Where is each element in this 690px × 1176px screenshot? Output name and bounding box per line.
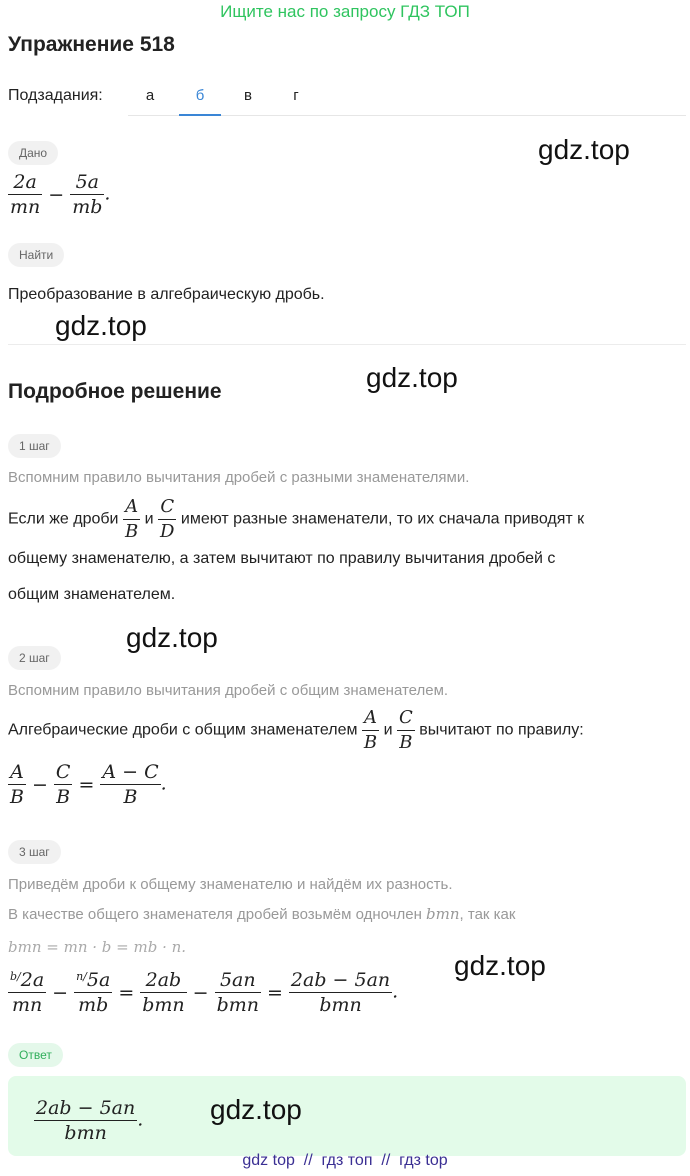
tab-b[interactable]: б	[179, 76, 221, 116]
given-badge: Дано	[8, 141, 58, 165]
section-divider	[8, 344, 686, 345]
step2-badge: 2 шаг	[8, 646, 61, 670]
step1-line2: общему знаменателю, а затем вычитают по правилу вычитания дробей с	[8, 550, 556, 567]
step1-line1: Если же дроби $\frac{A}{B}$ и $\frac{C}{D}$ имеют разные знаменатели, то их сначала приводят к	[8, 496, 585, 542]
given-expression: $\frac{2a}{mn}$ − $\frac{5a}{mb}$ .	[10, 171, 111, 218]
find-badge: Найти	[8, 243, 64, 267]
tab-v[interactable]: в	[244, 87, 252, 104]
step2-hint: Вспомним правило вычитания дробей с общим знаменателем.	[8, 682, 449, 699]
find-text: Преобразование в алгебраическую дробь.	[8, 286, 325, 303]
page-title: Упражнение 518	[8, 33, 175, 56]
answer-expression: $\frac{2ab - 5an}{\text{bmn}}$ .	[36, 1097, 144, 1144]
watermark: gdz.top	[538, 134, 630, 165]
step2-formula: $\frac{A}{B}$ − $\frac{C}{B}$ = $\frac{A - C}{B}$ .	[10, 761, 167, 808]
subtasks-tabs	[128, 76, 686, 116]
step3-hint: Приведём дроби к общему знаменателю и найдём их разность.	[8, 876, 453, 893]
step1-badge: 1 шаг	[8, 434, 61, 458]
step3-calculation: $\frac{^{b/}2a}{mn}$ − $\frac{^{n/}5a}{mb}$ = $\frac{2ab}{\text{bmn}}$ − $\frac{5an}{\text{bmn}}$ = $\frac{2ab - 5an}{\text{bmn}}$ .	[10, 969, 399, 1016]
watermark: gdz.top	[454, 950, 546, 981]
step3-identity: bmn = mn · b = mb · n.	[8, 938, 187, 956]
watermark: gdz.top	[55, 310, 147, 341]
answer-badge: Ответ	[8, 1043, 63, 1067]
step3-badge: 3 шаг	[8, 840, 61, 864]
watermark: gdz.top	[126, 622, 218, 653]
solution-title: Подробное решение	[8, 380, 222, 403]
step2-line: Алгебраические дроби с общим знаменателем $\frac{A}{B}$ и $\frac{C}{B}$ вычитают по правилу:	[8, 707, 584, 753]
footer-links[interactable]: gdz top // гдз топ // гдз top	[242, 1152, 448, 1169]
promo-banner[interactable]: Ищите нас по запросу ГДЗ ТОП	[220, 2, 470, 21]
watermark: gdz.top	[366, 362, 458, 393]
subtasks-label: Подзадания:	[8, 87, 103, 104]
step1-line3: общим знаменателем.	[8, 586, 176, 603]
tab-a[interactable]: а	[145, 87, 155, 104]
step1-hint: Вспомним правило вычитания дробей с разными знаменателями.	[8, 469, 470, 486]
step3-line1: В качестве общего знаменателя дробей возьмём одночлен bmn, так как	[8, 905, 516, 923]
answer-box	[8, 1076, 686, 1156]
watermark: gdz.top	[210, 1094, 302, 1125]
tab-g[interactable]: г	[293, 87, 299, 104]
